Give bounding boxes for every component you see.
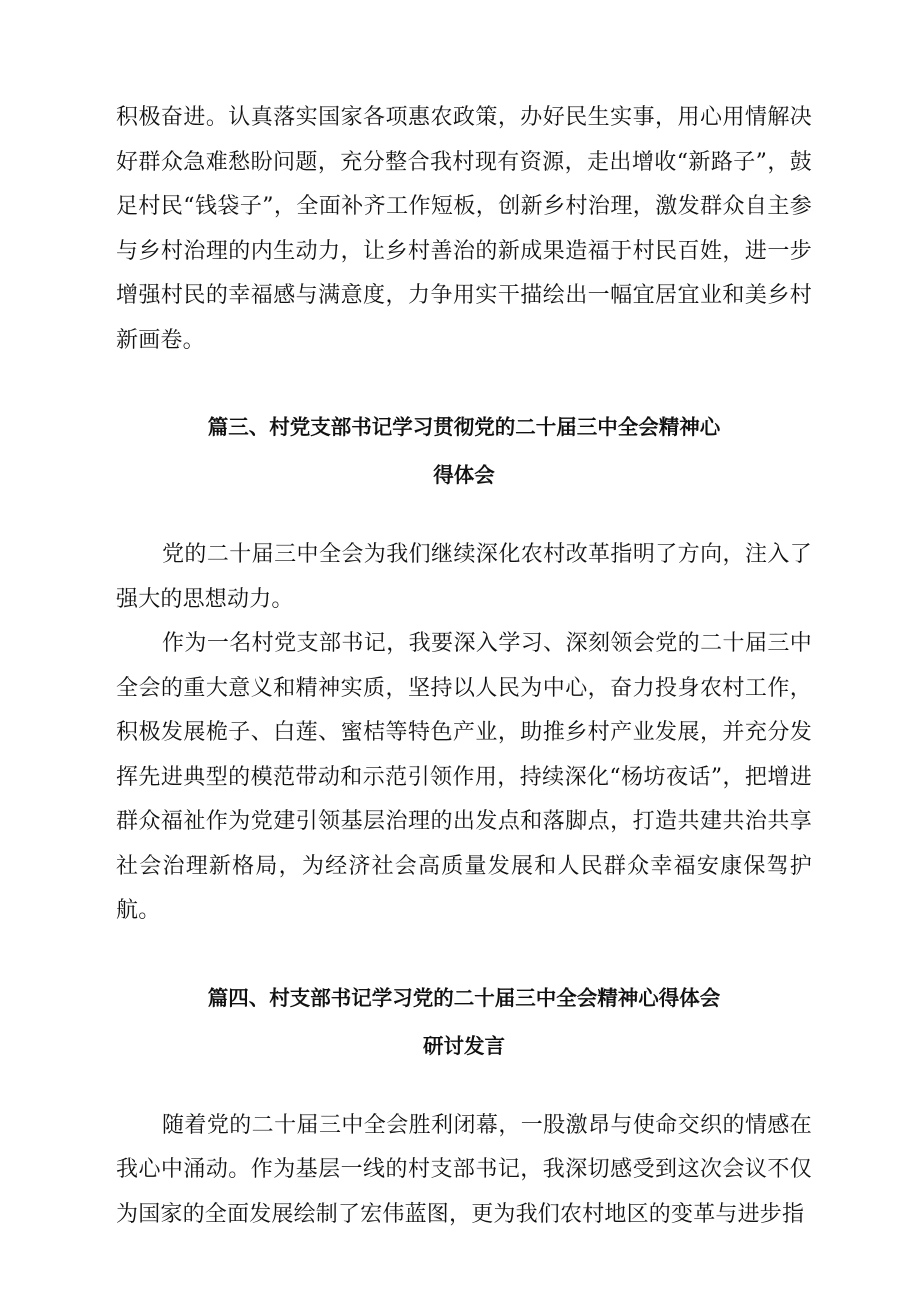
section4-title-line2: 研讨发言 — [423, 1033, 505, 1058]
section3-paragraph-1: 党的二十届三中全会为我们继续深化农村改革指明了方向，注入了强大的思想动力。 — [116, 542, 812, 612]
spacer — [116, 934, 812, 974]
intro-paragraph: 积极奋进。认真落实国家各项惠农政策，办好民生实事，用心用情解决好群众急难愁盼问题，充分整合我村现有资源，走出增收“新路子”，鼓足村民“钱袋子”，全面补齐工作短板，创新乡村治理，激发群众自主参与乡村治理的内生动力，让乡村善治的新成果造福于村民百姓，进一步增强村民的幸福感与满意度，力争用实干描绘出一幅宜居宜业和美乡村新画卷。 — [116, 105, 812, 353]
section4-title — [116, 974, 812, 1070]
spacer — [116, 499, 812, 533]
spacer — [116, 1070, 812, 1104]
section4-paragraph-1: 随着党的二十届三中全会胜利闭幕，一股激昂与使命交织的情感在我心中涌动。作为基层一线的村支部书记，我深切感受到这次会议不仅为国家的全面发展绘制了宏伟蓝图，更为我们农村地区的变革与进步指 — [116, 1112, 812, 1227]
document-body — [116, 96, 812, 1237]
section3-title — [116, 403, 812, 499]
section4-title-line1: 篇四、村支部书记学习党的二十届三中全会精神心得体会 — [207, 985, 721, 1010]
spacer — [116, 363, 812, 403]
section3-title-line1: 篇三、村党支部书记学习贯彻党的二十届三中全会精神心 — [207, 415, 721, 439]
section3-paragraph-2: 作为一名村党支部书记，我要深入学习、深刻领会党的二十届三中全会的重大意义和精神实质，坚持以人民为中心，奋力投身农村工作，积极发展桅子、白莲、蜜桔等特色产业，助推乡村产业发展，并充分发挥先进典型的模范带动和示范引领作用，持续深化“杨坊夜话”，把增进群众福祉作为党建引领基层治理的出发点和落脚点，打造共建共治共享社会治理新格局，为经济社会高质量发展和人民群众幸福安康保驾护航。 — [116, 631, 812, 923]
section3-title-line2: 得体会 — [433, 463, 495, 487]
